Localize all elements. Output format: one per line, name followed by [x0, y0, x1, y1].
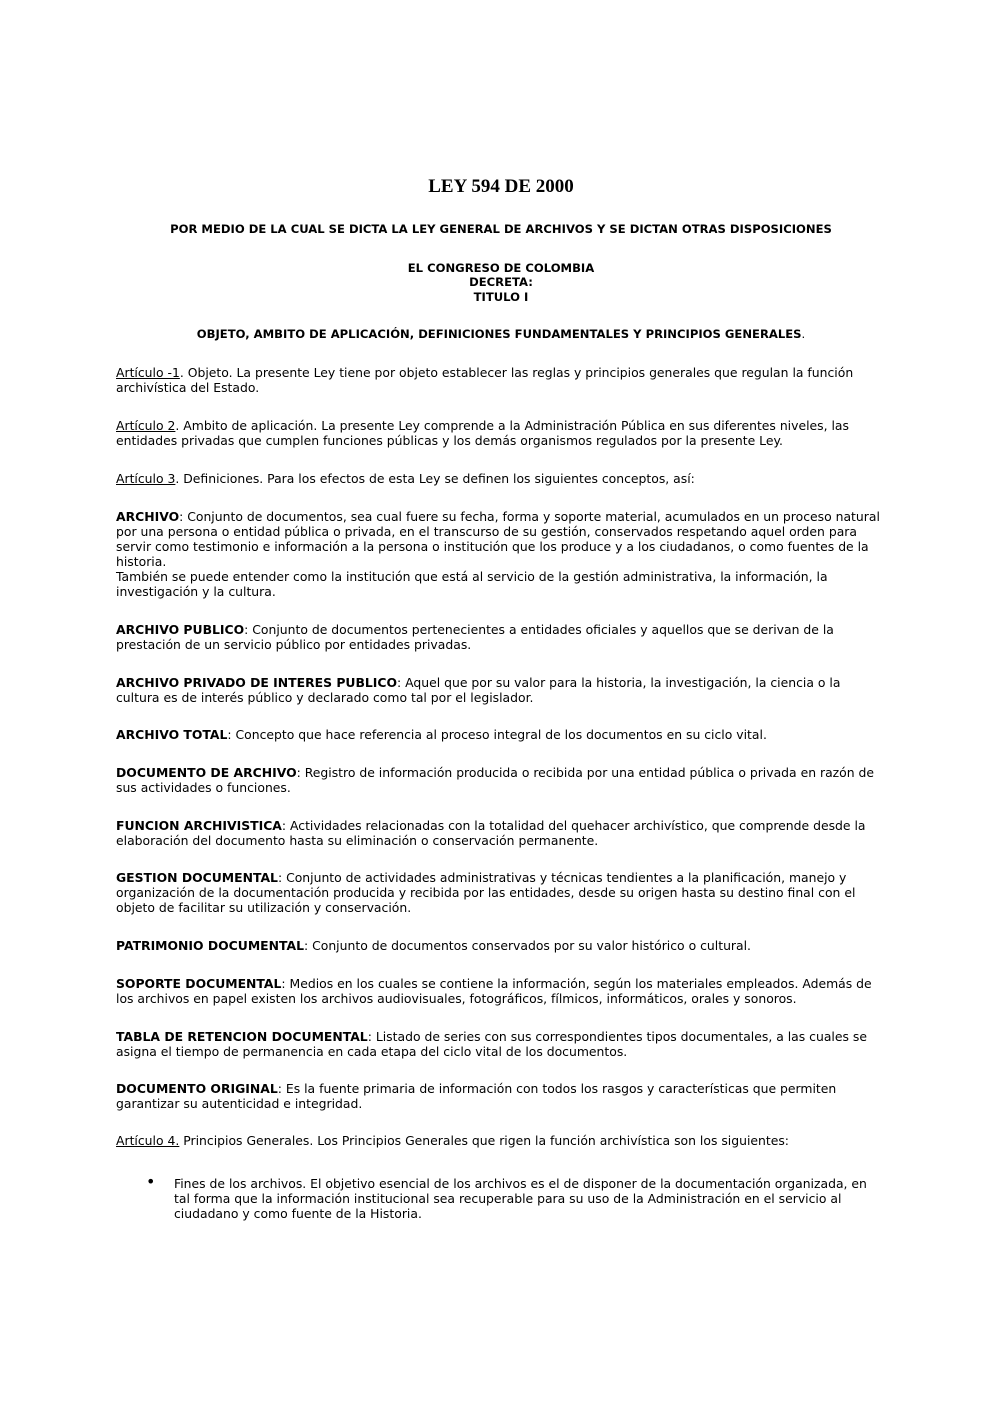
- definition-text: : Aquel que por su valor para la historia, la investigación, la ciencia o la cultura es de interés público y declarado como tal por el legislador.: [116, 675, 841, 705]
- definition-soporte-documental: [116, 976, 886, 1006]
- article-1: [116, 365, 886, 395]
- principle-text: Fines de los archivos. El objetivo esencial de los archivos es el de disponer de la documentación organizada, en tal forma que la información institucional sea recuperable para su uso de la Administración en el servicio al ciudadano y como fuente de la Historia.: [174, 1176, 867, 1221]
- article-1-label: Artículo -1: [116, 365, 180, 380]
- definition-documento-original: [116, 1081, 886, 1111]
- definition-text: : Concepto que hace referencia al proceso integral de los documentos en su ciclo vital.: [227, 727, 767, 742]
- article-1-text: . Objeto. La presente Ley tiene por objeto establecer las reglas y principios generales que regulan la función archivística del Estado.: [116, 365, 854, 395]
- definition-gestion-documental: [116, 870, 886, 915]
- bullet-icon: •: [146, 1172, 156, 1191]
- decreta-heading: DECRETA:: [469, 275, 533, 289]
- article-2-label: Artículo 2: [116, 418, 176, 433]
- definition-text: : Actividades relacionadas con la totalidad del quehacer archivístico, que comprende desde la elaboración del documento hasta su eliminación o conservación permanente.: [116, 818, 866, 848]
- definition-term: PATRIMONIO DOCUMENTAL: [116, 938, 304, 953]
- definition-archivo-total: [116, 727, 886, 742]
- congress-heading: EL CONGRESO DE COLOMBIA: [407, 261, 595, 275]
- definition-term: ARCHIVO PUBLICO: [116, 622, 245, 637]
- definition-tabla-retencion: [116, 1029, 886, 1059]
- definition-term: GESTION DOCUMENTAL: [116, 870, 278, 885]
- definition-text: : Conjunto de documentos pertenecientes a entidades oficiales y aquellos que se derivan de la prestación de un servicio público por entidades privadas.: [116, 622, 834, 652]
- definition-term: FUNCION ARCHIVISTICA: [116, 818, 282, 833]
- article-3-text: . Definiciones. Para los efectos de esta Ley se definen los siguientes conceptos, así:: [175, 471, 695, 486]
- definition-term: ARCHIVO TOTAL: [116, 727, 228, 742]
- definition-term: TABLA DE RETENCION DOCUMENTAL: [116, 1029, 368, 1044]
- definition-archivo-publico: [116, 622, 886, 652]
- definition-text: : Medios en los cuales se contiene la información, según los materiales empleados. Además de los archivos en papel existen los archivos audiovisuales, fotográficos, fílmicos, informáticos, orales y sonoros.: [116, 976, 872, 1006]
- definition-text: : Conjunto de documentos, sea cual fuere su fecha, forma y soporte material, acumulados en un proceso natural por una persona o entidad pública o privada, en el transcurso de su gestión, conservados respetando aquel orden para servir como testimonio e información a la persona o institución que los produce y a los ciudadanos, o como fuentes de la historia.: [116, 509, 880, 569]
- definition-extra: También se puede entender como la institución que está al servicio de la gestión administrativa, la información, la investigación y la cultura.: [116, 569, 828, 599]
- definition-term: DOCUMENTO DE ARCHIVO: [116, 765, 297, 780]
- law-title: LEY 594 DE 2000: [428, 176, 574, 197]
- definition-documento-de-archivo: [116, 765, 886, 795]
- article-3-label: Artículo 3: [116, 471, 176, 486]
- section-heading-text: OBJETO, AMBITO DE APLICACIÓN, DEFINICIONES FUNDAMENTALES Y PRINCIPIOS GENERALES: [196, 327, 802, 341]
- law-subtitle: POR MEDIO DE LA CUAL SE DICTA LA LEY GENERAL DE ARCHIVOS Y SE DICTAN OTRAS DISPOSICIONES: [170, 222, 832, 236]
- article-4: [116, 1133, 886, 1148]
- article-2: [116, 418, 886, 448]
- article-4-text: Principios Generales. Los Principios Generales que rigen la función archivística son los siguientes:: [179, 1133, 789, 1148]
- definition-term: ARCHIVO: [116, 509, 180, 524]
- definition-text: : Conjunto de documentos conservados por su valor histórico o cultural.: [303, 938, 751, 953]
- article-2-text: . Ambito de aplicación. La presente Ley comprende a la Administración Pública en sus diferentes niveles, las entidades privadas que cumplen funciones públicas y los demás organismos regulados por la presente Ley.: [116, 418, 849, 448]
- section-heading-period: .: [801, 327, 806, 341]
- titulo-heading: TITULO I: [473, 290, 529, 304]
- definition-patrimonio-documental: [116, 938, 886, 953]
- article-4-label: Artículo 4.: [116, 1133, 180, 1148]
- definition-text: : Conjunto de actividades administrativas y técnicas tendientes a la planificación, manejo y organización de la documentación producida y recibida por las entidades, desde su origen hasta su destino final con el objeto de facilitar su utilización y conservación.: [116, 870, 856, 915]
- definition-text: : Es la fuente primaria de información con todos los rasgos y características que permiten garantizar su autenticidad e integridad.: [116, 1081, 837, 1111]
- definition-term: ARCHIVO PRIVADO DE INTERES PUBLICO: [116, 675, 398, 690]
- definition-term: SOPORTE DOCUMENTAL: [116, 976, 282, 991]
- definition-funcion-archivistica: [116, 818, 886, 848]
- definition-archivo: [116, 509, 886, 599]
- definition-term: DOCUMENTO ORIGINAL: [116, 1081, 278, 1096]
- definition-text: : Registro de información producida o recibida por una entidad pública o privada en razón de sus actividades o funciones.: [116, 765, 875, 795]
- section-heading: [116, 327, 886, 342]
- definition-archivo-privado: [116, 675, 886, 705]
- definition-text: : Listado de series con sus correspondientes tipos documentales, a las cuales se asigna el tiempo de permanencia en cada etapa del ciclo vital de los documentos.: [116, 1029, 867, 1059]
- article-3: [116, 471, 886, 486]
